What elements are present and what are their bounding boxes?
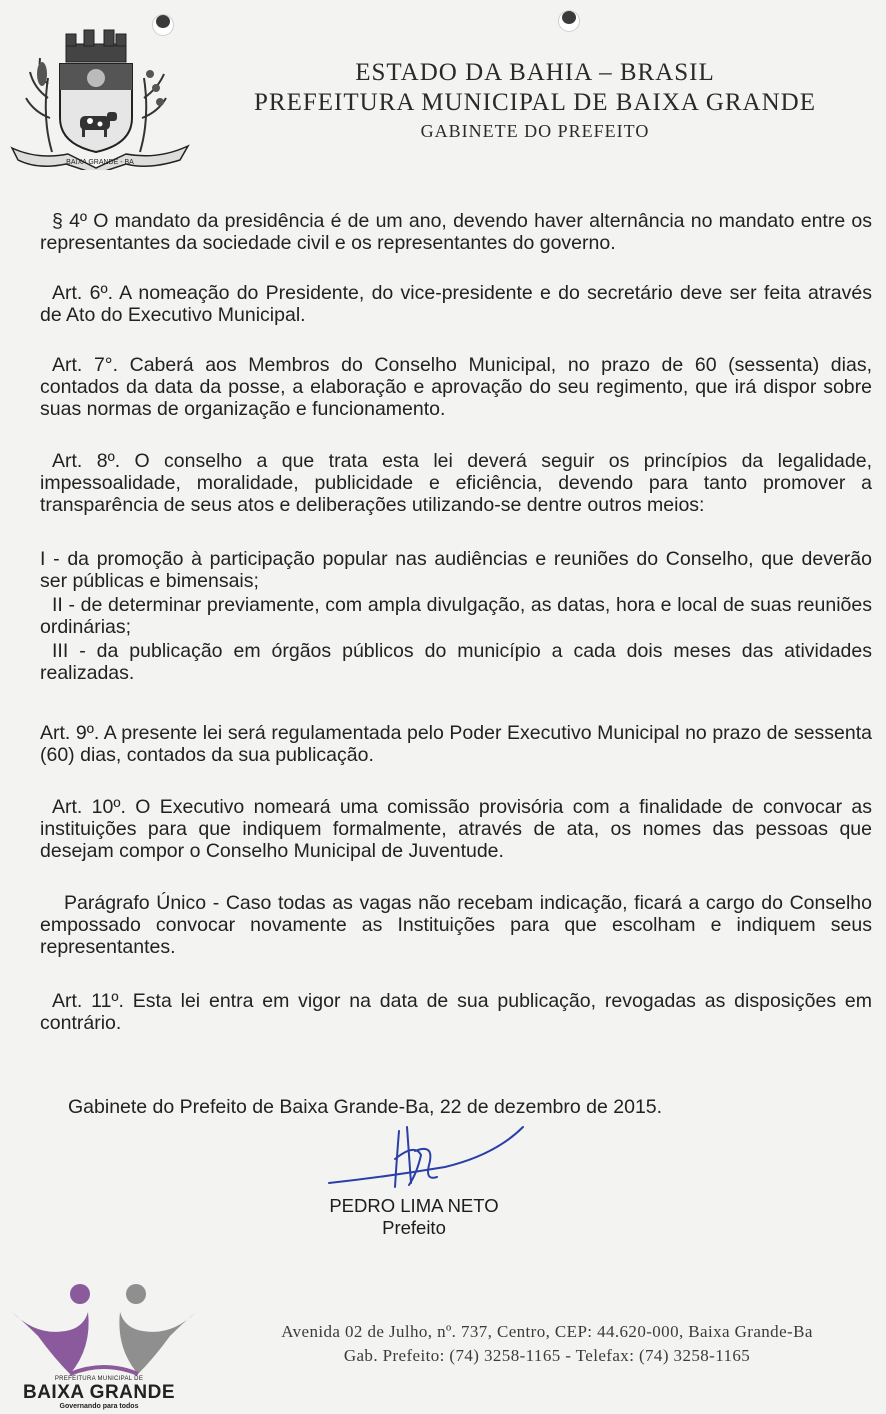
place-date: Gabinete do Prefeito de Baixa Grande-Ba, 22 de dezembro de 2015. — [68, 1096, 663, 1118]
header-prefeitura: PREFEITURA MUNICIPAL DE BAIXA GRANDE — [254, 89, 816, 116]
signer-block — [314, 1195, 514, 1239]
footer-address — [222, 1320, 872, 1368]
coat-ribbon-text: BAIXA GRANDE - BA — [66, 159, 134, 166]
paragraph-inciso-3: III - da publicação em órgãos públicos do município a cada dois meses das atividades realizadas. — [40, 640, 872, 684]
footer-logo-text — [10, 1376, 188, 1411]
paragraph-p4: § 4º O mandato da presidência é de um ano, devendo haver alternância no mandato entre os representantes da sociedade civil e os representantes do governo. — [40, 210, 872, 254]
coat-of-arms-icon — [8, 28, 192, 170]
phone-line: Gab. Prefeito: (74) 3258-1165 - Telefax: (74) 3258-1165 — [343, 1346, 751, 1365]
signer-title: Prefeito — [382, 1217, 446, 1238]
paragraph-inciso-2: II - de determinar previamente, com ampla divulgação, as datas, hora e local de suas reuniões ordinárias; — [40, 594, 872, 638]
signature-mark — [325, 1125, 525, 1195]
paragraph-inciso-1: I - da promoção à participação popular nas audiências e reuniões do Conselho, que deverão ser públicas e bimensais; — [40, 548, 872, 592]
paragraph-art7: Art. 7°. Caberá aos Membros do Conselho Municipal, no prazo de 60 (sessenta) dias, contados da data da posse, a elaboração e aprovação do seu regimento, que irá dispor sobre suas normas de organização e funcionamento. — [40, 354, 872, 420]
address-line: Avenida 02 de Julho, nº. 737, Centro, CEP: 44.620-000, Baixa Grande-Ba — [281, 1322, 813, 1341]
paragraph-art9: Art. 9º. A presente lei será regulamentada pelo Poder Executivo Municipal no prazo de sessenta (60) dias, contados da sua publicação. — [40, 722, 872, 766]
paragraph-art10: Art. 10º. O Executivo nomeará uma comissão provisória com a finalidade de convocar as instituições para que indiquem formalmente, através de ata, os nomes das pessoas que desejam compor o Conselho Municipal de Juventude. — [40, 796, 872, 862]
signer-name: PEDRO LIMA NETO — [329, 1195, 499, 1216]
paragraph-art6: Art. 6º. A nomeação do Presidente, do vice-presidente e do secretário deve ser feita através de Ato do Executivo Municipal. — [40, 282, 872, 326]
paragraph-art8: Art. 8º. O conselho a que trata esta lei deverá seguir os princípios da legalidade, impessoalidade, moralidade, publicidade e eficiência, devendo para tanto promover a transparência de seus atos e deliberações utilizando-se dentre outros meios: — [40, 450, 872, 516]
logo-name: BAIXA GRANDE — [22, 1382, 176, 1403]
logo-small-text: PREFEITURA MUNICIPAL DE — [54, 1376, 144, 1382]
punch-hole-right — [558, 10, 580, 32]
paragraph-art11: Art. 11º. Esta lei entra em vigor na data de sua publicação, revogadas as disposições em contrário. — [40, 990, 872, 1034]
header-gabinete: GABINETE DO PREFEITO — [420, 121, 650, 141]
letterhead — [200, 58, 870, 143]
paragraph-unico: Parágrafo Único - Caso todas as vagas não recebam indicação, ficará a cargo do Conselho empossado convocar novamente as Instituições para que escolham e indiquem seus representantes. — [40, 892, 872, 958]
header-state: ESTADO DA BAHIA – BRASIL — [355, 59, 715, 86]
logo-motto: Governando para todos — [59, 1403, 139, 1410]
